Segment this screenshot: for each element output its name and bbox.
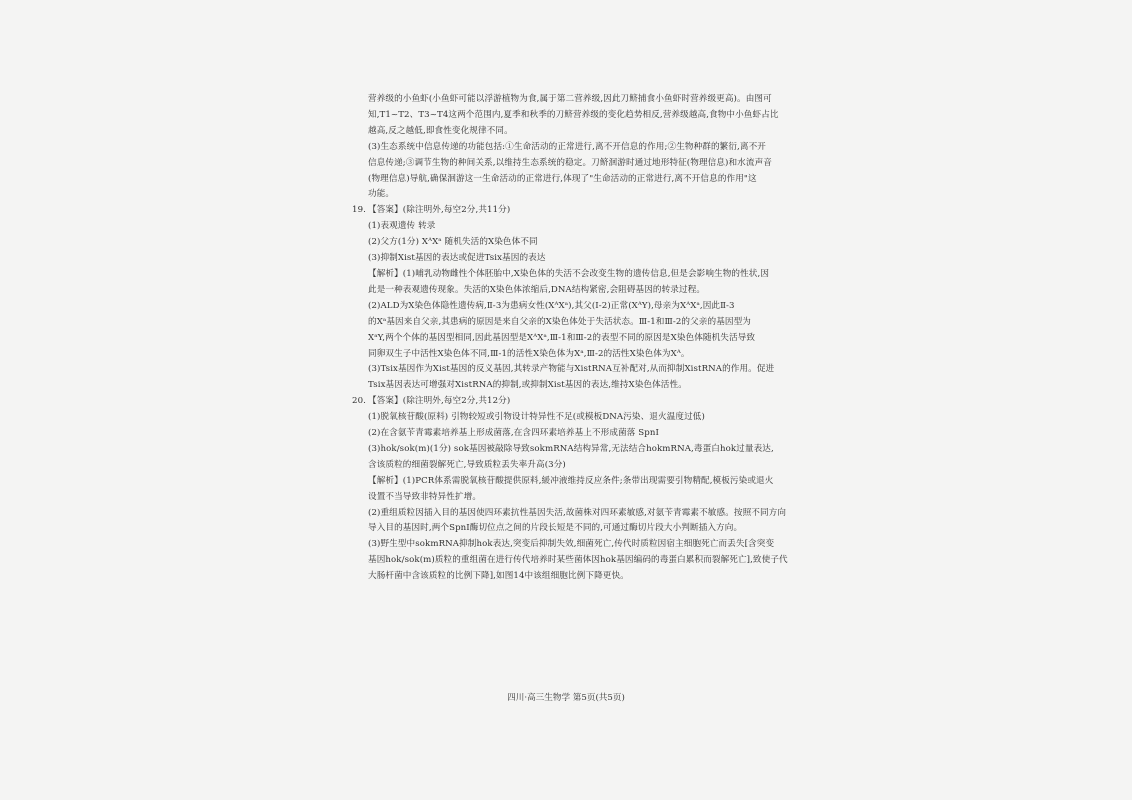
text-line: [368, 283, 788, 299]
line-text: 功能。: [368, 189, 395, 200]
text-line: [368, 490, 788, 506]
line-text: (2)父方(1分) XᴬXᵃ 随机失活的X染色体不同: [368, 237, 538, 248]
text-line: [368, 347, 788, 363]
line-text: (1)表观遗传 转录: [368, 221, 436, 232]
line-text: 设置不当导致非特异性扩增。: [368, 491, 482, 502]
text-line: [368, 187, 788, 203]
line-text: (3)野生型中sokmRNA抑制hok表达,突变后抑制失效,细菌死亡,传代时质粒因宿主细胞死亡而丢失[含突变: [368, 539, 775, 550]
line-text: XᵃY,两个个体的基因型相同,因此基因型是XᴬXᵃ,Ⅲ-1和Ⅲ-2的表型不同的原因是X染色体随机失活导致: [368, 332, 756, 343]
line-text: (3)抑制Xist基因的表达或促进Tsix基因的表达: [368, 253, 546, 264]
text-line: [352, 394, 788, 410]
text-line: [368, 410, 788, 426]
line-text: 同卵双生子中活性X染色体不同,Ⅲ-1的活性X染色体为Xᵃ,Ⅲ-2的活性X染色体为Xᴬ。: [368, 348, 690, 359]
text-line: [368, 362, 788, 378]
line-text: 导入目的基因时,两个SpnⅠ酶切位点之间的片段长短是不同的,可通过酶切片段大小判断插入方向。: [368, 523, 743, 534]
line-text: 【答案】(除注明外,每空2分,共12分): [368, 396, 511, 407]
line-text: 【答案】(除注明外,每空2分,共11分): [368, 205, 511, 216]
line-text: (3)Tsix基因作为Xist基因的反义基因,其转录产物能与XistRNA互补配对,从而抑制XistRNA的作用。促进: [368, 364, 775, 375]
text-line: [368, 219, 788, 235]
text-line: [368, 442, 788, 458]
text-line: [368, 124, 788, 140]
line-text: 大肠杆菌中含该质粒的比例下降],如图14中该组细胞比例下降更快。: [368, 571, 629, 582]
line-text: (1)脱氧核苷酸(原料) 引物较短或引物设计特异性不足(或模板DNA污染、退火温度过低): [368, 412, 705, 423]
text-line: [368, 108, 788, 124]
text-line: [368, 474, 788, 490]
text-line: [368, 569, 788, 585]
text-line: [368, 251, 788, 267]
line-text: 【解析】(1)PCR体系需脱氧核苷酸提供原料,緩冲液维持反应条件;条带出现需要引物精配,模板污染或退火: [368, 475, 774, 486]
text-line: [368, 299, 788, 315]
text-line: [368, 331, 788, 347]
question-number: 19.: [352, 205, 366, 216]
line-text: 的Xᵃ基因来自父亲,其患病的原因是来自父亲的X染色体处于失活状态。Ⅲ-1和Ⅲ-2的父亲的基因型为: [368, 316, 751, 327]
line-text: 营养级的小鱼虾(小鱼虾可能以浮游植物为食,属于第二营养级,因此刀鲚捕食小鱼虾时营养级更高)。由图可: [368, 94, 772, 104]
line-text: (物理信息)导航,确保洄游这一生命活动的正常进行,体现了"生命活动的正常进行,离不开信息的作用"这: [368, 173, 757, 184]
question-number: 20.: [352, 396, 366, 407]
line-text: 此是一种表观遗传现象。失活的X染色体浓缩后,DNA结构紧密,会阻碍基因的转录过程。: [368, 284, 706, 295]
line-text: (2)在含氨苄青霉素培养基上形成菌落,在含四环素培养基上不形成菌落 SpnⅠ: [368, 428, 659, 439]
line-text: Tsix基因表达可增强对XistRNA的抑制,或抑制Xist基因的表达,维持X染色体活性。: [368, 380, 687, 391]
line-text: (2)重组质粒因插入目的基因使四环素抗性基因失活,故菌株对四环素敏感,对氨苄青霉素不敏感。按照不同方向: [368, 507, 787, 518]
text-line: [368, 537, 788, 553]
text-line: [368, 156, 788, 172]
text-line: [368, 92, 788, 108]
answer-text-block: [352, 92, 788, 585]
line-text: 基因hok/sok(m)质粒的重组菌在进行传代培养时某些菌体因hok基因编码的毒蛋白累积而裂解死亡],致使子代: [368, 555, 788, 566]
text-line: [368, 235, 788, 251]
text-line: [352, 203, 788, 219]
line-text: (3)生态系统中信息传递的功能包括:①生命活动的正常进行,离不开信息的作用;②生物种群的繁衍,离不开: [368, 141, 766, 152]
line-text: 越高,反之越低,即食性变化规律不同。: [368, 125, 513, 136]
line-text: (3)hok/sok(m)(1分) sok基因被敲除导致sokmRNA结构异常,无法结合hokmRNA,毒蛋白hok过量表达,: [368, 443, 774, 454]
text-line: [368, 378, 788, 394]
text-line: [368, 553, 788, 569]
line-text: 知,T1~T2、T3~T4这两个范围内,夏季和秋季的刀鲚营养级的变化趋势相反,营养级越高,食物中小鱼虾占比: [368, 109, 779, 120]
text-line: [368, 267, 788, 283]
line-text: 含该质粒的细菌裂解死亡,导致质粒丢失率升高(3分): [368, 459, 566, 470]
text-line: [368, 172, 788, 188]
line-text: 【解析】(1)哺乳动物雌性个体胚胎中,X染色体的失活不会改变生物的遗传信息,但是会影响生物的性状,因: [368, 268, 770, 279]
text-line: [368, 426, 788, 442]
line-text: 信息传递;③调节生物的种间关系,以维持生态系统的稳定。刀鲚洄游时通过地形特征(物理信息)和水流声音: [368, 157, 772, 168]
text-line: [368, 458, 788, 474]
text-line: [368, 315, 788, 331]
text-line: [368, 506, 788, 522]
line-text: (2)ALD为X染色体隐性遗传病,Ⅱ-3为患病女性(XᴬXᵃ),其父(Ⅰ-2)正常(XᴬY),母亲为XᴬXᵃ,因此Ⅱ-3: [368, 300, 735, 311]
page-footer: 四川·高三生物学 第5页(共5页): [507, 693, 625, 703]
text-line: [368, 521, 788, 537]
text-line: [368, 140, 788, 156]
